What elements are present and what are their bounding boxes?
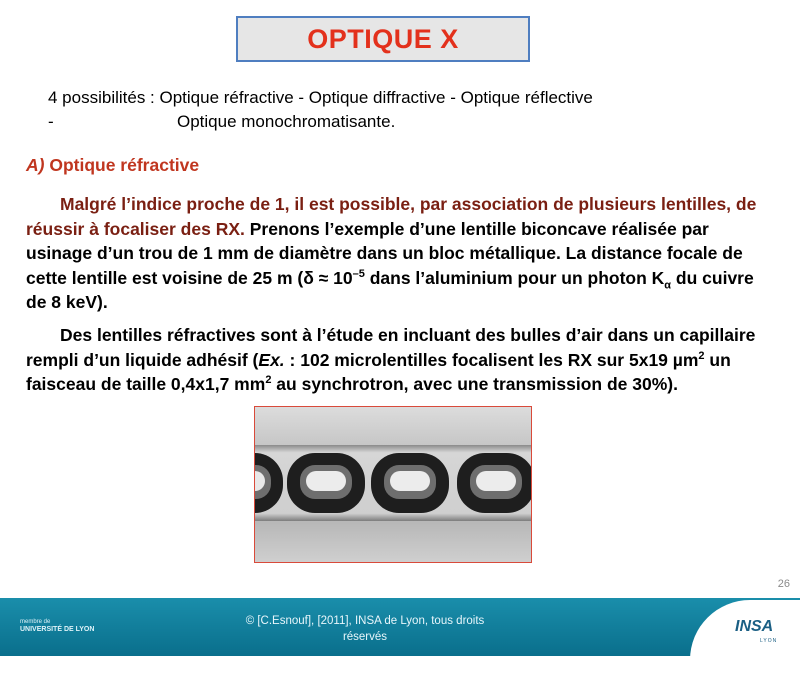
- intro-line-2-text: Optique monochromatisante.: [177, 112, 396, 131]
- insa-logo-city: LYON: [760, 638, 778, 644]
- paragraph-2: [26, 323, 776, 397]
- paragraph-2-text-a: Des lentilles réfractives sont à l’étude en incluant des bulles d’air dans un capillaire rempli d’un liquide adhésif (: [26, 325, 756, 370]
- paragraph-1-emphasis: Malgré l’indice proche de 1, il est possible, par association de plusieurs lentilles, de réussir à focaliser des RX.: [26, 194, 757, 239]
- univ-logo-name: UNIVERSITÉ DE LYON: [20, 626, 95, 633]
- intro: [48, 86, 768, 134]
- intro-dash: -: [48, 112, 54, 131]
- capillary-lens-photo: [254, 406, 532, 563]
- universite-de-lyon-logo: [20, 618, 94, 634]
- copyright-line-1: © [C.Esnouf], [2011], INSA de Lyon, tous droits: [245, 615, 485, 627]
- title-box: [236, 16, 530, 62]
- paragraph-1-text-c: du cuivre de 8 keV).: [26, 267, 754, 312]
- capillary-bubbles-image: [255, 407, 531, 562]
- section-heading: [26, 155, 199, 176]
- page-number: 26: [777, 578, 790, 590]
- copyright-notice: [210, 613, 520, 645]
- univ-logo-small: membre de: [20, 619, 51, 625]
- bubble-2: [287, 453, 365, 513]
- paragraph-1-exponent: –5: [352, 267, 365, 280]
- paragraph-2-sup-2: 2: [265, 374, 272, 387]
- paragraph-2-text-c: un faisceau de taille 0,4x1,7 mm: [26, 349, 731, 394]
- bubble-4: [457, 453, 531, 513]
- intro-line-1: 4 possibilités : Optique réfractive - Optique diffractive - Optique réflective: [48, 88, 593, 107]
- insa-logo: INSA: [735, 618, 774, 635]
- paragraph-1-subscript: α: [664, 279, 672, 291]
- bubble-3: [371, 453, 449, 513]
- slide-title: OPTIQUE X: [307, 23, 459, 54]
- section-letter: A): [26, 155, 45, 175]
- section-label: Optique réfractive: [49, 155, 200, 175]
- paragraph-2-sup-1: 2: [698, 349, 705, 362]
- paragraph-1: [26, 192, 776, 315]
- paragraph-2-text-b: : 102 microlentilles focalisent les RX sur 5x19 µm: [284, 349, 699, 370]
- copyright-line-2: réservés: [342, 631, 388, 643]
- paragraph-2-text-d: au synchrotron, avec une transmission de 30%).: [271, 374, 678, 394]
- paragraph-2-example: Ex.: [258, 349, 285, 370]
- paragraph-1-text-a: Prenons l’exemple d’une lentille biconcave réalisée par usinage d’un trou de 1 mm de diamètre dans un bloc métallique. La distance focale de cette lentille est voisine de 25 m (δ ≈ 10: [26, 218, 743, 288]
- paragraph-1-text-b: dans l’aluminium pour un photon K: [364, 267, 665, 288]
- intro-line-2: [48, 110, 768, 134]
